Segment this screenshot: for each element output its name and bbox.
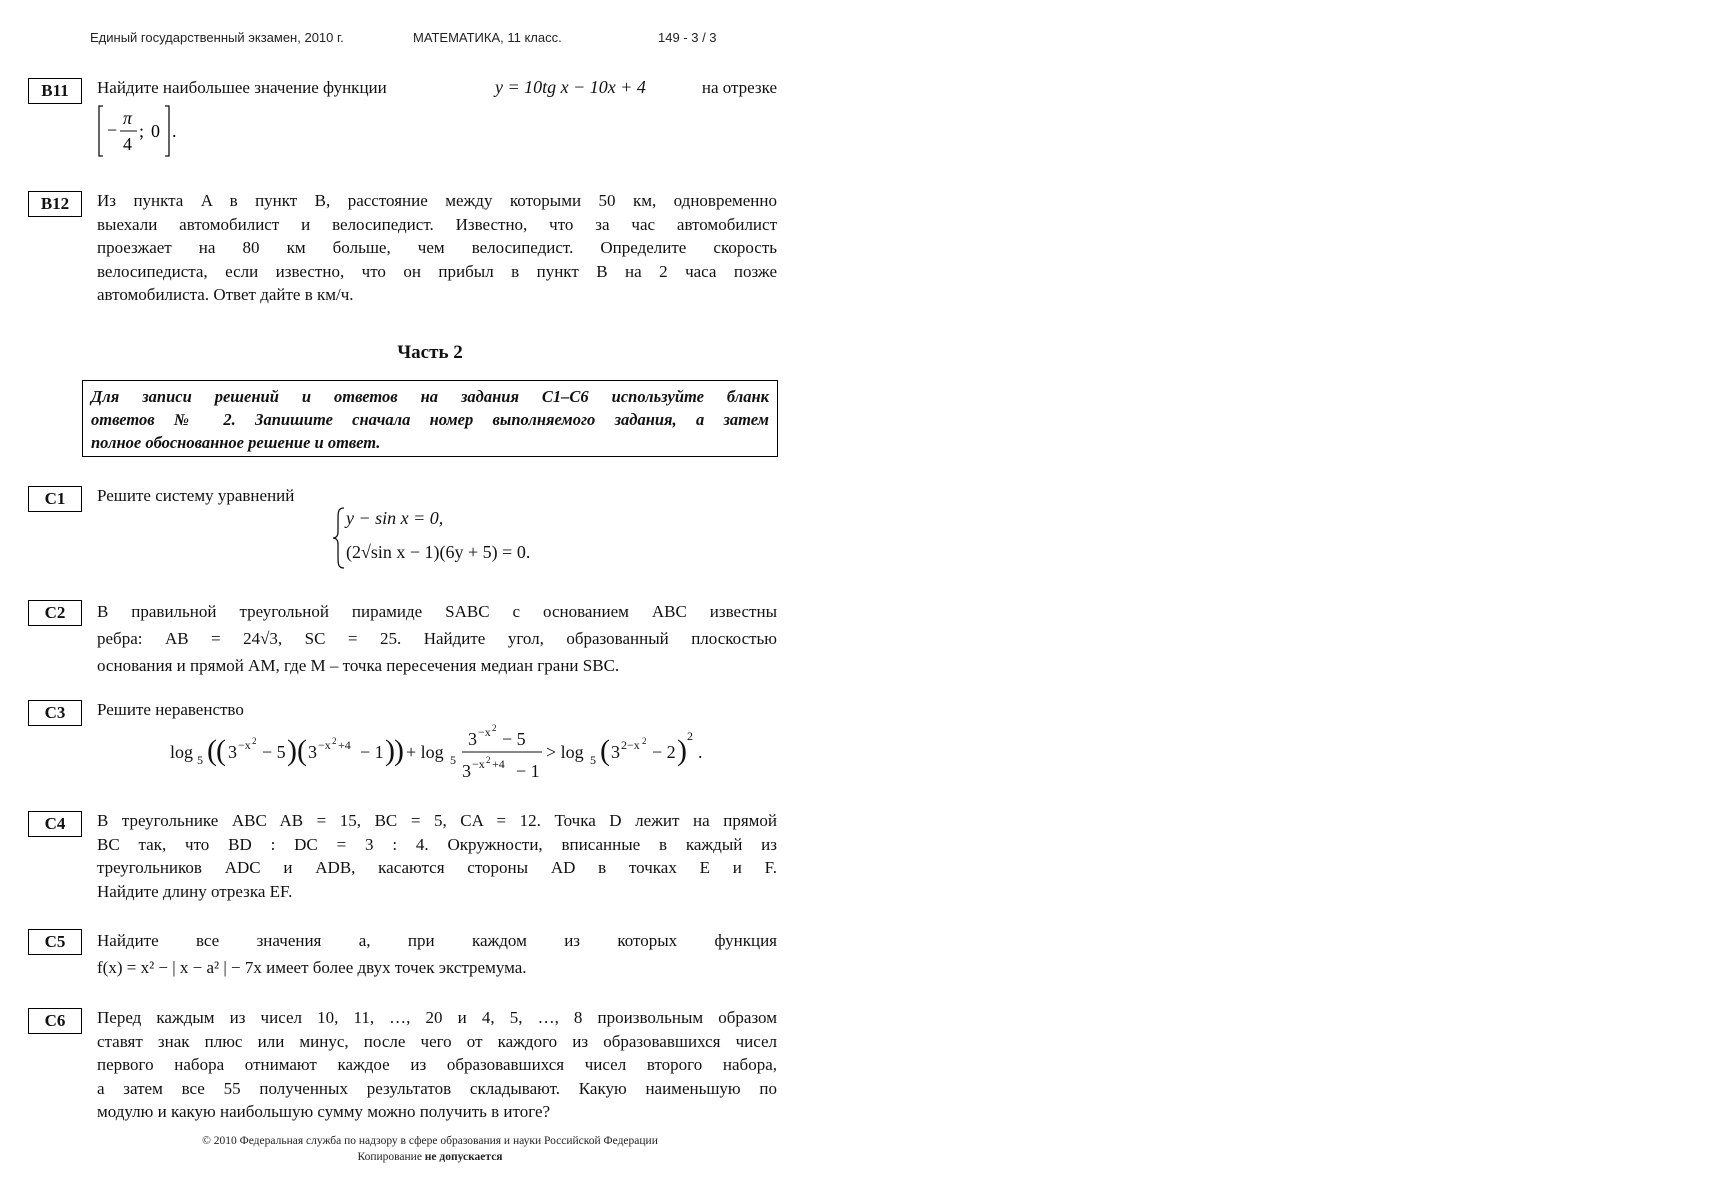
svg-text:−x: −x	[478, 725, 491, 739]
page-number: 149 - 3 / 3	[658, 30, 717, 45]
svg-text:): )	[394, 734, 404, 767]
svg-text:5: 5	[197, 753, 203, 767]
task-line: автомобилиста. Ответ дайте в км/ч.	[97, 285, 354, 304]
svg-text:3: 3	[228, 742, 237, 762]
svg-text:0: 0	[151, 121, 160, 141]
task-line: треугольников ADC и ADB, касаются стороны AD в точках E и F.	[97, 858, 777, 877]
svg-text:2: 2	[332, 736, 337, 746]
svg-text:2: 2	[486, 755, 491, 765]
task-line: Найдите длину отрезка EF.	[97, 881, 293, 901]
svg-text:): )	[287, 734, 297, 767]
task-label: C6	[28, 1008, 82, 1034]
task-text: Решите неравенство	[97, 700, 244, 719]
system-brace	[332, 506, 346, 570]
task-line: BC так, что BD : DC = 3 : 4. Окружности, вписанные в каждый из	[97, 834, 777, 854]
svg-text:.: .	[172, 121, 177, 141]
instruction-line: полное обоснованное решение и ответ.	[91, 433, 381, 452]
svg-text:5: 5	[450, 753, 456, 767]
task-label: B12	[28, 191, 82, 217]
svg-text:− 5: − 5	[502, 729, 526, 749]
equation-system	[332, 506, 572, 570]
task-label: B11	[28, 78, 82, 104]
task-line: модулю и какую наибольшую сумму можно получить в итоге?	[97, 1102, 551, 1121]
svg-text:3: 3	[611, 742, 620, 762]
svg-text:2: 2	[687, 729, 693, 743]
equation-2: (2√sin x − 1)(6y + 5) = 0.	[346, 542, 531, 562]
page-footer	[0, 1133, 860, 1165]
task-label: C4	[28, 811, 82, 837]
task-text: на отрезке	[701, 78, 777, 97]
svg-text:): )	[677, 734, 687, 767]
task-line: ребра: AB = 24√3, SC = 25. Найдите угол, образованный плоскостью	[97, 629, 777, 648]
task-line: Найдите все значения a, при каждом из которых функция	[97, 931, 777, 950]
equation-1: y − sin x = 0,	[346, 508, 444, 528]
instruction-line: Для записи решений и ответов на задания С1–С6 используйте бланк	[91, 387, 769, 406]
svg-text:5: 5	[590, 753, 596, 767]
copyright-line: © 2010 Федеральная служба по надзору в сфере образования и науки Российской Федерации	[202, 1135, 658, 1147]
copy-notice: Копирование не допускается	[357, 1151, 503, 1163]
svg-text:+4: +4	[338, 738, 351, 752]
inequality-formula	[170, 722, 730, 792]
task-line: f(x) = x² − | x − a² | − 7x имеет более двух точек экстремума.	[97, 958, 527, 977]
task-text: Найдите наибольшее значение функции	[97, 78, 387, 97]
task-label: C2	[28, 600, 82, 626]
svg-text:3: 3	[462, 761, 471, 781]
svg-text:4: 4	[123, 134, 132, 154]
task-line: выехали автомобилист и велосипедист. Известно, что за час автомобилист	[97, 214, 777, 234]
exam-title: Единый государственный экзамен, 2010 г.	[90, 30, 344, 45]
task-line: Из пункта A в пункт B, расстояние между которыми 50 км, одновременно	[97, 191, 777, 210]
task-line: первого набора отнимают каждое из образовавшихся чисел второго набора,	[97, 1055, 777, 1074]
svg-text:− 1: − 1	[516, 761, 540, 781]
task-line: а затем все 55 полученных результатов складывают. Какую наименьшую по	[97, 1078, 777, 1098]
inequality-text	[170, 722, 171, 723]
interval-formula	[97, 102, 777, 162]
svg-text:(: (	[216, 734, 226, 767]
instruction-box	[82, 380, 778, 457]
svg-text:2: 2	[252, 736, 257, 746]
svg-text:−x: −x	[472, 757, 485, 771]
svg-text:π: π	[123, 108, 133, 128]
svg-text:3: 3	[468, 729, 477, 749]
task-line: В треугольнике ABC AB = 15, BC = 5, CA = 12. Точка D лежит на прямой	[97, 811, 777, 830]
subject-title: МАТЕМАТИКА, 11 класс.	[413, 30, 562, 45]
svg-text:− 2: − 2	[652, 742, 676, 762]
task-label: C3	[28, 700, 82, 726]
svg-text:3: 3	[308, 742, 317, 762]
svg-text:− 1: − 1	[360, 742, 384, 762]
task-line: В правильной треугольной пирамиде SABC с основанием ABC известны	[97, 602, 777, 621]
svg-text:(: (	[297, 734, 307, 767]
svg-text:.: .	[698, 742, 703, 762]
task-line: Перед каждым из чисел 10, 11, …, 20 и 4, 5, …, 8 произвольным образом	[97, 1008, 777, 1027]
svg-text:(: (	[600, 734, 610, 767]
svg-text:;: ;	[139, 121, 145, 141]
task-line: велосипедиста, если известно, что он прибыл в пункт B на 2 часа позже	[97, 261, 777, 281]
svg-text:(: (	[207, 734, 217, 767]
instruction-line: ответов № 2. Запишите сначала номер выполняемого задания, а затем	[91, 410, 769, 429]
task-text: Решите систему уравнений	[97, 486, 295, 505]
svg-text:−x: −x	[238, 738, 251, 752]
svg-text:+ log: + log	[406, 742, 444, 762]
function-formula: y = 10tg x − 10x + 4	[495, 77, 646, 97]
task-label: C1	[28, 486, 82, 512]
svg-text:> log: > log	[546, 742, 584, 762]
svg-text:−x: −x	[318, 738, 331, 752]
svg-text:): )	[385, 734, 395, 767]
svg-text:2: 2	[492, 723, 497, 733]
svg-text:+4: +4	[492, 757, 505, 771]
svg-text:2: 2	[642, 736, 647, 746]
svg-text:− 5: − 5	[262, 742, 286, 762]
task-line: основания и прямой AM, где M – точка пересечения медиан грани SBC.	[97, 656, 620, 675]
task-line: ставят знак плюс или минус, после чего от каждого из образовавшихся чисел	[97, 1031, 777, 1051]
svg-text:2−x: 2−x	[621, 738, 640, 752]
task-label: C5	[28, 929, 82, 955]
task-line: проезжает на 80 км больше, чем велосипедист. Определите скорость	[97, 238, 777, 257]
svg-text:−: −	[107, 120, 118, 140]
svg-text:log: log	[170, 742, 194, 762]
part-title: Часть 2	[397, 342, 463, 363]
inequality-graphic	[170, 722, 730, 792]
interval-graphic	[97, 102, 187, 160]
interval-text	[97, 102, 98, 103]
